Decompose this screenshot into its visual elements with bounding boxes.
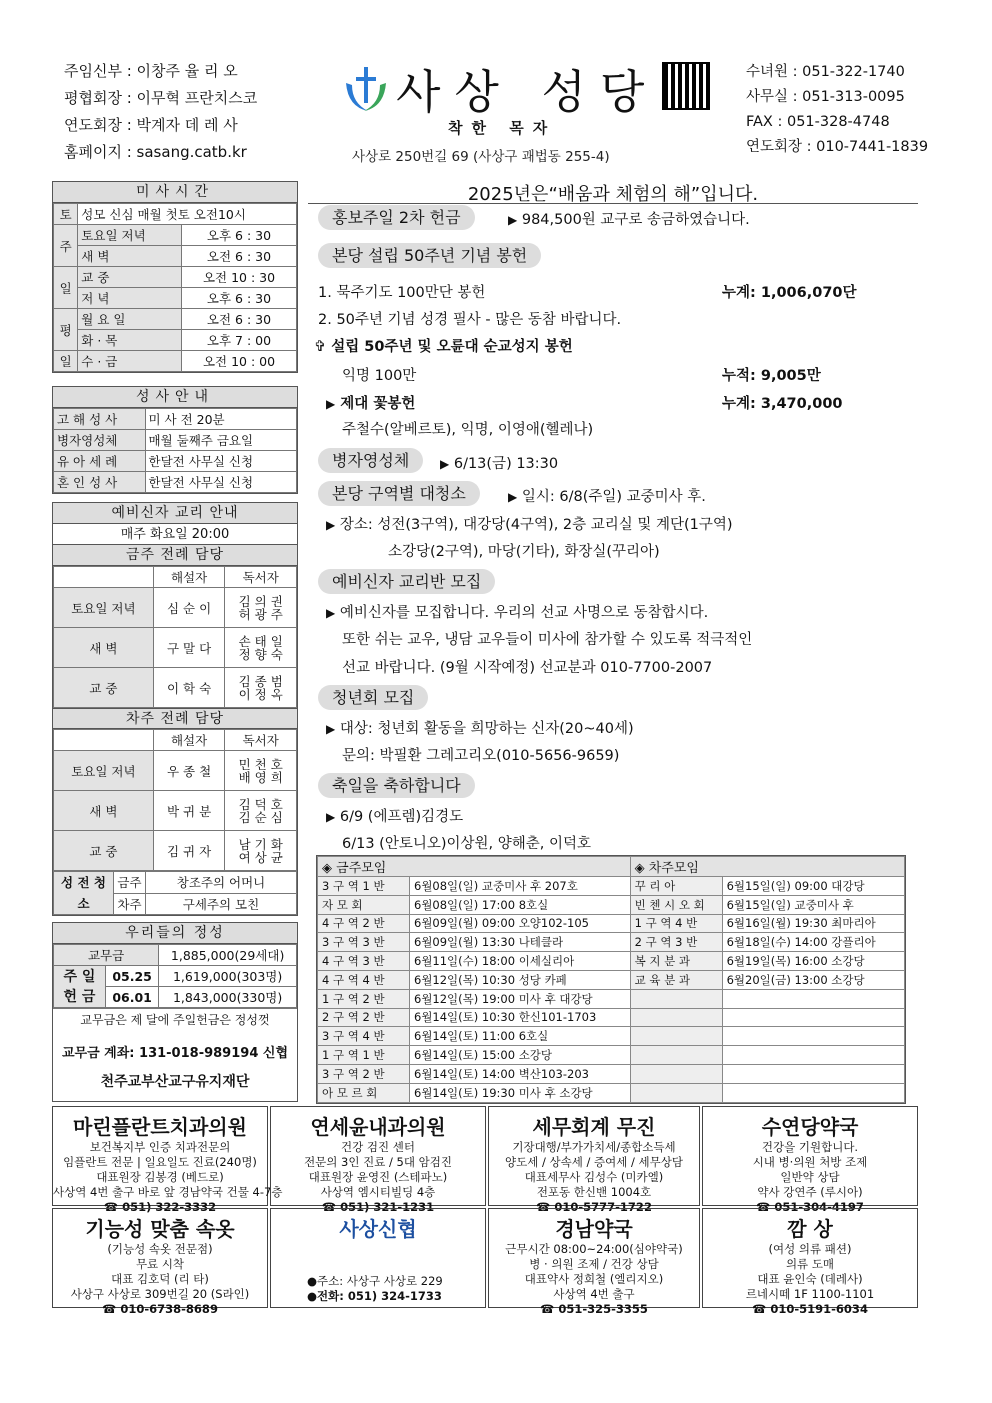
ad-line: 건강을 기원합니다. (761, 1140, 859, 1154)
ad-line: 대표원장 김봉경 (베드로) (96, 1170, 224, 1184)
mass-times-table (53, 203, 297, 372)
mass-day: 토 (54, 204, 78, 225)
catechism-time: 매주 화요일 20:00 (53, 524, 297, 545)
meeting-group: 4 구 역 2 반 (318, 914, 410, 933)
mass-times-title: 미사시간 (53, 182, 297, 203)
sick-communion-text: ▶ 6/13(금) 13:30 (440, 456, 559, 472)
ad-box (52, 1208, 268, 1316)
sacrament-name: 고 해 성 사 (54, 409, 146, 430)
commentator: 이 학 숙 (153, 668, 225, 708)
offering-title: 우리들의 정성 (53, 923, 297, 944)
offering-foundation: 천주교부산교구유지재단 (100, 1074, 250, 1090)
ad-line: 일반약 상담 (780, 1170, 840, 1184)
feast-text: 6/9 (에프렘)김경도 (339, 809, 464, 825)
ad-name: 기능성 맞춤 속옷 (85, 1217, 235, 1241)
ad-line: 건강 검진 센터 (341, 1140, 415, 1154)
ad-line: ☎ 010-6738-8689 (102, 1302, 218, 1316)
meeting-time: 6월19일(목) 16:00 소강당 (722, 952, 904, 971)
ad-box (702, 1106, 918, 1214)
ad-line: 보건복지부 인증 치과전문의 (89, 1140, 231, 1154)
ad-line: ☎ 051-304-4197 (756, 1200, 864, 1214)
mass-time: 오전 6 : 30 (182, 246, 297, 267)
ad-line: 전문의 3인 진료 / 5대 암검진 (304, 1155, 452, 1169)
mass-times-panel (52, 181, 298, 373)
ad-line: ●전화: 051) 324-1733 (307, 1289, 442, 1303)
church-logo-icon (338, 63, 394, 115)
sacrament-info: 매월 둘째주 금요일 (145, 430, 297, 451)
promo-offering-value: 984,500원 교구로 송금하였습니다. (521, 212, 750, 228)
contact-office: 사무실 : 051-313-0095 (746, 89, 905, 105)
meeting-time: 6월08일(일) 17:00 8호실 (410, 895, 631, 914)
church-address: 사상로 250번길 69 (사상구 괘법동 255-4) (352, 149, 610, 165)
martyr-offering-text: 설립 50주년 및 오륜대 순교성지 봉헌 (331, 339, 573, 355)
ad-line: 사상역 엠시티빌딩 4층 (320, 1185, 436, 1199)
reader: 허 광 주 (238, 606, 283, 622)
ad-line: 전포동 한신밴 1004호 (536, 1185, 652, 1199)
meeting-group: 3 구 역 1 반 (318, 877, 410, 896)
ad-name: 세무회계 무진 (532, 1115, 656, 1139)
section-feast: 축일을 축하합니다 (318, 773, 475, 798)
meeting-time (722, 1064, 904, 1083)
offering-table (53, 944, 297, 1008)
mass-time: 오후 7 : 00 (182, 330, 297, 351)
section-catechumen: 예비신자 교리반 모집 (318, 569, 495, 594)
ad-line: 사상구 사상로 309번길 20 (S라인) (70, 1287, 250, 1301)
meeting-time: 6월20일(금) 13:00 소강당 (722, 970, 904, 989)
homepage[interactable]: 홈페이지 : sasang.catb.kr (64, 143, 247, 161)
altar-flower-text: 제대 꽃봉헌 (340, 396, 416, 412)
meeting-time: 6월12일(목) 10:30 성당 카페 (410, 970, 631, 989)
meeting-time: 6월14일(토) 19:30 미사 후 소강당 (410, 1083, 631, 1102)
service-name: 교 중 (54, 668, 154, 708)
sacrament-info: 한달전 사무실 신청 (145, 472, 297, 493)
ad-line: 무료 시착 (135, 1257, 185, 1271)
ad-line: 르네시떼 1F 1100-1101 (745, 1287, 875, 1301)
meeting-group (630, 989, 722, 1008)
ad-line: 대표 김호덕 (리 타) (111, 1272, 209, 1286)
sacrament-panel (52, 386, 298, 494)
ad-line: 근무시간 08:00~24:00(심야약국) (505, 1242, 683, 1256)
reader: 김 의 권 (238, 593, 283, 609)
this-week-table (53, 566, 297, 708)
cleaning-date-text: 일시: 6/8(주일) 교중미사 후. (521, 489, 706, 505)
ad-line: ●주소: 사상구 사상로 229 (307, 1274, 443, 1288)
ad-line: ☎ 051) 321-1231 (321, 1200, 435, 1214)
reader: 이 정 옥 (238, 686, 283, 702)
ad-name: 연세윤내과의원 (310, 1115, 446, 1139)
reader: 여 상 균 (238, 849, 283, 865)
church-subtitle: 착한 목자 (448, 119, 557, 137)
feast-l2: 6/13 (안토니오)이상원, 양해춘, 이덕호 (342, 836, 592, 852)
meeting-group: 1 구 역 2 반 (318, 989, 410, 1008)
offering-account: 교무금 계좌: 131-018-989194 신협 (61, 1046, 289, 1061)
meeting-time: 6월08일(일) 교중미사 후 207호 (410, 877, 631, 896)
ad-line: 사상역 4번 출구 (553, 1287, 635, 1301)
meeting-time: 6월12일(목) 19:00 미사 후 대강당 (410, 989, 631, 1008)
reader: 정 향 숙 (238, 646, 283, 662)
header-contacts (746, 60, 936, 160)
ad-line: ☎ 051-325-3355 (540, 1302, 648, 1316)
offering-label: 교무금 (54, 945, 159, 966)
cleaning-date: ▶ 일시: 6/8(주일) 교중미사 후. (508, 489, 706, 505)
meeting-time (722, 1027, 904, 1046)
meeting-row (318, 877, 905, 896)
ad-line: ☎ 010-5777-1722 (536, 1200, 652, 1214)
ad-box (270, 1208, 486, 1308)
meeting-group: 교 육 분 과 (630, 970, 722, 989)
service-name: 토요일 저녁 (54, 588, 154, 628)
sacrament-name: 병자영성체 (54, 430, 146, 451)
ad-box (488, 1106, 700, 1214)
section-promo-offering: 홍보주일 2차 헌금 (318, 205, 475, 230)
ad-line: (기능성 속옷 전문점) (107, 1242, 213, 1256)
cleaning-places-2: 소강당(2구역), 마당(기타), 화장실(꾸리아) (388, 544, 660, 560)
cleaning-places: ▶ 장소: 성전(3구역), 대강당(4구역), 2층 교리실 및 계단(1구역) (326, 517, 733, 533)
meeting-group: 2 구 역 2 반 (318, 1008, 410, 1027)
this-week-meetings-title: ◈ 금주모임 (318, 857, 631, 877)
meeting-group: 4 구 역 4 반 (318, 970, 410, 989)
section-sick-communion: 병자영성체 (318, 448, 423, 473)
ad-line: 대표원장 윤영진 (스테파노) (308, 1170, 448, 1184)
year-theme: 2025년은“배움과 체험의 해”입니다. (308, 180, 918, 204)
commentator: 박 귀 분 (153, 791, 225, 831)
reader: 김 종 범 (238, 673, 283, 689)
mass-time: 오후 6 : 30 (182, 288, 297, 309)
mass-day: 주 (54, 225, 78, 267)
ad-line: ☎ 051) 322-3332 (103, 1200, 217, 1214)
meeting-group: 빈 첸 시 오 회 (630, 895, 722, 914)
meeting-time: 6월14일(토) 10:30 한신101-1703 (410, 1008, 631, 1027)
ad-name: 마린플란트치과의원 (73, 1115, 247, 1139)
council-president: 평협회장 : 이무혁 프란치스코 (64, 89, 258, 107)
meeting-time: 6월14일(토) 11:00 6호실 (410, 1027, 631, 1046)
ad-name: 깜 상 (787, 1217, 833, 1241)
ad-box (270, 1106, 486, 1214)
altar-flower (326, 392, 415, 413)
offering-panel (52, 922, 298, 1102)
service-name: 새 벽 (54, 791, 154, 831)
ad-line: 대표세무사 김성수 (미카엘) (524, 1170, 664, 1184)
meeting-group: 복 지 분 과 (630, 952, 722, 971)
meeting-group: 아 모 르 회 (318, 1083, 410, 1102)
meeting-group: 3 구 역 4 반 (318, 1027, 410, 1046)
catechism-title: 예비신자 교리 안내 (53, 503, 297, 524)
head-commentator: 해설자 (153, 730, 225, 751)
meeting-row (318, 895, 905, 914)
meeting-row (318, 970, 905, 989)
liturgy-panel (52, 502, 298, 916)
meeting-group: 3 구 역 3 반 (318, 933, 410, 952)
contact-convent: 수녀원 : 051-322-1740 (746, 64, 905, 80)
service-name: 교 중 (54, 831, 154, 871)
sacrament-name: 유 아 세 례 (54, 451, 146, 472)
mass-desc: 새 벽 (78, 246, 182, 267)
next-week-title: 차주 전례 담당 (53, 708, 297, 729)
cleaning-group: 구세주의 모친 (146, 893, 297, 915)
cleaning-week: 차주 (114, 893, 146, 915)
cross-icon: ✞ (314, 339, 327, 355)
reader: 민 천 호 (238, 756, 283, 772)
cleaning-group: 창조주의 어머니 (146, 872, 297, 894)
offering-amount: 1,619,000(303명) (159, 966, 297, 987)
mass-day: 일 (54, 351, 78, 372)
meeting-row (318, 914, 905, 933)
commentator: 김 귀 자 (153, 831, 225, 871)
reader: 김 덕 호 (238, 796, 283, 812)
ad-name: 사상신협 (339, 1217, 417, 1241)
meeting-time: 6월15일(일) 09:00 대강당 (722, 877, 904, 896)
youth-l1: ▶ 대상: 청년회 활동을 희망하는 신자(20~40세) (326, 721, 634, 737)
commentator: 우 종 철 (153, 751, 225, 791)
meeting-row (318, 952, 905, 971)
cleaning-label: 성 전 청 소 (54, 872, 114, 915)
meeting-row (318, 1083, 905, 1102)
head-reader: 독서자 (225, 730, 297, 751)
meeting-time: 6월09일(월) 13:30 나테클라 (410, 933, 631, 952)
meeting-group (630, 1008, 722, 1027)
commentator: 심 순 이 (153, 588, 225, 628)
section-cleaning: 본당 구역별 대청소 (318, 481, 480, 506)
mass-time: 오전 10 : 30 (182, 267, 297, 288)
ad-line: 임플란트 전문 | 일요일도 진료(240명) (63, 1155, 257, 1169)
altar-flower-total: 누계: 3,470,000 (722, 396, 843, 412)
ad-line: ☎ 010-5191-6034 (752, 1302, 868, 1316)
mass-day: 평 (54, 309, 78, 351)
offering-date: 05.25 (106, 966, 159, 987)
meeting-row (318, 933, 905, 952)
sacrament-table (53, 408, 297, 493)
contact-fax: FAX : 051-328-4748 (746, 114, 890, 130)
meeting-time: 6월16일(월) 19:30 최마리아 (722, 914, 904, 933)
donation-total: 누적: 9,005만 (722, 368, 821, 384)
ad-line: 의류 도매 (785, 1257, 835, 1271)
ad-name: 경남약국 (555, 1217, 633, 1241)
meeting-time (722, 989, 904, 1008)
sacrament-title: 성사안내 (53, 387, 297, 408)
cleaning-places-text: 장소: 성전(3구역), 대강당(4구역), 2층 교리실 및 계단(1구역) (339, 517, 733, 533)
bible-copy: 2. 50주년 기념 성경 필사 - 많은 동참 바랍니다. (318, 312, 622, 328)
offering-amount: 1,885,000(29세대) (159, 945, 297, 966)
meeting-group: 자 모 회 (318, 895, 410, 914)
ad-line: 병 · 의원 조제 / 건강 상담 (529, 1257, 659, 1271)
meeting-group: 꾸 리 아 (630, 877, 722, 896)
mass-desc: 토요일 저녁 (78, 225, 182, 246)
ad-line: 대표약사 정희철 (엘리지오) (524, 1272, 664, 1286)
mass-time: 오후 6 : 30 (182, 225, 297, 246)
youth-target: 대상: 청년회 활동을 희망하는 신자(20~40세) (339, 721, 634, 737)
meeting-row (318, 989, 905, 1008)
head-commentator: 해설자 (153, 567, 225, 588)
meeting-time: 6월18일(수) 14:00 강플리아 (722, 933, 904, 952)
meeting-time (722, 1046, 904, 1065)
mass-time: 오전 6 : 30 (182, 309, 297, 330)
sick-communion-date: 6/13(금) 13:30 (453, 456, 559, 472)
cleaning-week: 금주 (114, 872, 146, 894)
sacrament-info: 한달전 사무실 신청 (145, 451, 297, 472)
meeting-row (318, 1046, 905, 1065)
catechumen-l3: 선교 바랍니다. (9월 시작예정) 선교분과 010-7700-2007 (342, 660, 713, 676)
meeting-group (630, 1083, 722, 1102)
reader: 남 기 화 (238, 836, 283, 852)
church-title: 사상 성당 (396, 65, 659, 119)
ad-box (702, 1208, 918, 1316)
catechumen-l1: ▶ 예비신자를 모집합니다. 우리의 선교 사명으로 동참합시다. (326, 605, 709, 621)
section-50th-anniversary: 본당 설립 50주년 기념 봉헌 (318, 243, 541, 268)
sacrament-info: 미 사 전 20분 (145, 409, 297, 430)
meeting-group: 2 구 역 3 반 (630, 933, 722, 952)
feast-l1: ▶ 6/9 (에프렘)김경도 (326, 809, 464, 825)
mass-desc: 수 · 금 (78, 351, 182, 372)
reader: 손 태 일 (238, 633, 283, 649)
meeting-group (630, 1064, 722, 1083)
promo-offering-text: ▶ 984,500원 교구로 송금하였습니다. (508, 212, 750, 228)
meeting-time: 6월09일(월) 09:00 오양102-105 (410, 914, 631, 933)
meeting-group: 1 구 역 4 반 (630, 914, 722, 933)
rosary-offering: 1. 묵주기도 100만단 봉헌 (318, 285, 486, 301)
head-reader: 독서자 (225, 567, 297, 588)
next-week-table (53, 729, 297, 871)
anonymous-donation: 익명 100만 (342, 368, 417, 384)
ad-line: 약사 강연주 (루시아) (757, 1185, 863, 1199)
offering-label: 주 일 헌 금 (54, 966, 106, 1008)
meeting-group: 4 구 역 3 반 (318, 952, 410, 971)
ad-box (52, 1106, 283, 1214)
meeting-row (318, 1064, 905, 1083)
offering-amount: 1,843,000(330명) (159, 987, 297, 1008)
arrow-icon: ▶ (326, 397, 336, 411)
section-youth: 청년회 모집 (318, 685, 428, 710)
ad-box (488, 1208, 700, 1316)
meeting-row (318, 1008, 905, 1027)
this-week-title: 금주 전례 담당 (53, 545, 297, 566)
commentator: 구 말 다 (153, 628, 225, 668)
catechumen-text: 예비신자를 모집합니다. 우리의 선교 사명으로 동참합시다. (339, 605, 709, 621)
rosary-total: 누계: 1,006,070단 (722, 285, 857, 301)
catechumen-l2: 또한 쉬는 교우, 냉담 교우들이 미사에 참가할 수 있도록 적극적인 (342, 632, 753, 648)
meeting-time (722, 1008, 904, 1027)
mass-day: 일 (54, 267, 78, 309)
ad-line: 시내 병·의원 처방 조제 (752, 1155, 868, 1169)
youth-contact: 문의: 박필환 그레고리오(010-5656-9659) (342, 748, 620, 764)
ad-line: 대표 윤인숙 (데레사) (757, 1272, 863, 1286)
mass-desc: 저 녁 (78, 288, 182, 309)
meeting-time: 6월11일(수) 18:00 이세실리아 (410, 952, 631, 971)
ad-line: 사상역 4번 출구 바로 앞 경남약국 건물 4-7층 (53, 1185, 283, 1199)
meeting-row (318, 1027, 905, 1046)
cleaning-table (53, 871, 297, 915)
mass-desc: 교 중 (78, 267, 182, 288)
header-left (64, 58, 304, 166)
altar-flower-donors: 주철수(알베르토), 익명, 이영애(헬레나) (342, 422, 594, 438)
next-week-meetings-title: ◈ 차주모임 (630, 857, 904, 877)
ad-name: 수연당약국 (761, 1115, 859, 1139)
meeting-time: 6월14일(토) 14:00 벽산103-203 (410, 1064, 631, 1083)
qr-code-icon[interactable] (662, 62, 710, 110)
meeting-time: 6월14일(토) 15:00 소강당 (410, 1046, 631, 1065)
mass-time: 오전 10 : 00 (182, 351, 297, 372)
mass-desc: 성모 신심 매월 첫토 오전10시 (78, 204, 297, 225)
pastor: 주임신부 : 이창주 율 리 오 (64, 62, 238, 80)
ad-line: 기장대행/부가가치세/종합소득세 (512, 1140, 676, 1154)
meeting-time: 6월15일(일) 교중미사 후 (722, 895, 904, 914)
prayer-president: 연도회장 : 박계자 데 레 사 (64, 116, 238, 134)
contact-prayer: 연도회장 : 010-7441-1839 (746, 139, 929, 155)
mass-desc: 월 요 일 (78, 309, 182, 330)
reader: 배 영 희 (238, 769, 283, 785)
sacrament-name: 혼 인 성 사 (54, 472, 146, 493)
meeting-group: 1 구 역 1 반 (318, 1046, 410, 1065)
service-name: 토요일 저녁 (54, 751, 154, 791)
meeting-group: 3 구 역 2 반 (318, 1064, 410, 1083)
mass-desc: 화 · 목 (78, 330, 182, 351)
offering-note: 교무금은 제 달에 주일헌금은 정성껏 (53, 1008, 297, 1030)
martyr-offering (314, 335, 573, 356)
ad-line: 양도세 / 상속세 / 증여세 / 세무상담 (505, 1155, 683, 1169)
meeting-group (630, 1027, 722, 1046)
meeting-time (722, 1083, 904, 1102)
ad-line: (여성 의류 패션) (768, 1242, 852, 1256)
meeting-group (630, 1046, 722, 1065)
service-name: 새 벽 (54, 628, 154, 668)
reader: 김 순 심 (238, 809, 283, 825)
offering-date: 06.01 (106, 987, 159, 1008)
meetings-table (316, 855, 906, 1104)
